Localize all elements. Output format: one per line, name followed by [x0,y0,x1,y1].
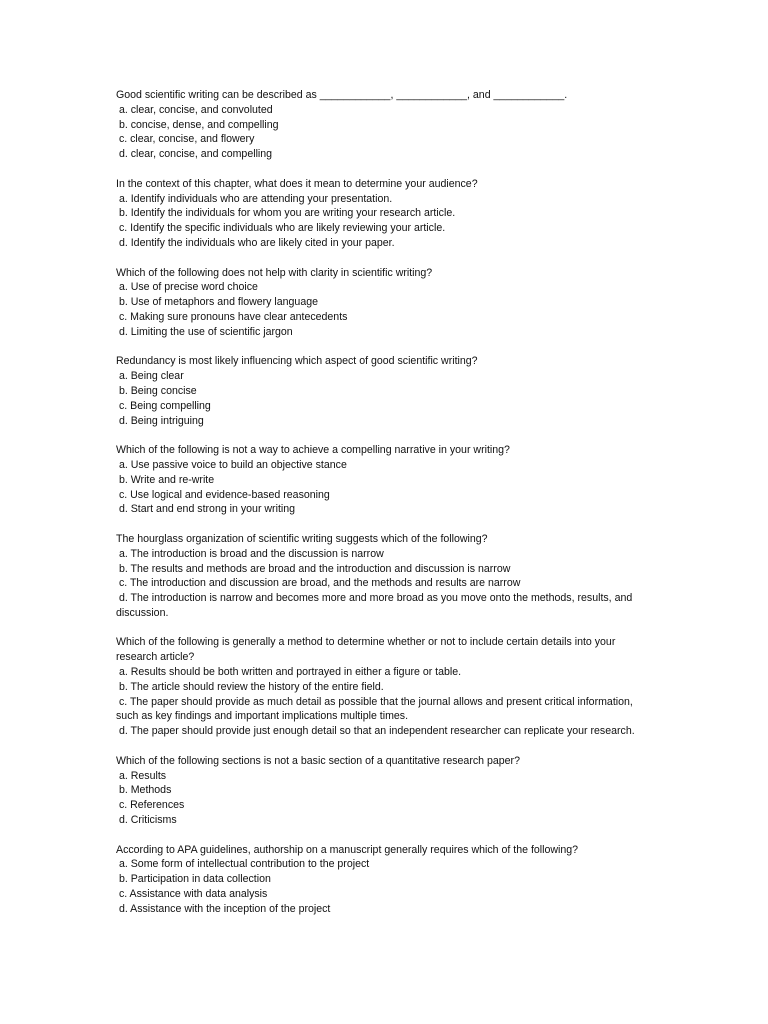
question-8 [116,754,656,828]
answer-option-d: d. clear, concise, and compelling [116,148,273,161]
answer-option-a: a. Some form of intellectual contribution to the project [116,858,370,871]
answer-option-a: a. Results [116,769,167,782]
answer-option-b: b. Use of metaphors and flowery language [116,296,318,309]
answer-option-b: b. Methods [116,784,172,797]
question-1 [116,88,656,162]
answer-option-a: a. Results should be both written and portrayed in either a figure or table. [116,666,462,679]
answer-option-b: b. The results and methods are broad and the introduction and discussion is narrow [116,562,511,575]
answer-option-b: b. The article should review the history of the entire field. [116,680,384,693]
answer-option-b: b. Participation in data collection [116,873,271,886]
question-stem: According to APA guidelines, authorship on a manuscript generally requires which of the following? [116,843,579,856]
answer-option-c: c. References [116,799,185,812]
answer-option-d: d. Criticisms [116,814,177,827]
question-stem: The hourglass organization of scientific writing suggests which of the following? [116,532,488,545]
answer-option-d: d. Limiting the use of scientific jargon [116,325,293,338]
answer-option-d: d. Assistance with the inception of the project [116,902,331,915]
answer-option-c: c. The paper should provide as much detail as possible that the journal allows and present critical information, such as key findings and important implications multiple times. [116,695,636,723]
answer-option-d: d. The paper should provide just enough detail so that an independent researcher can replicate your research. [116,725,635,738]
question-stem: Good scientific writing can be described as ____________, ____________, and ____________. [116,89,568,101]
question-6 [116,532,656,621]
question-stem: Which of the following sections is not a basic section of a quantitative research paper? [116,754,520,767]
question-stem: Which of the following does not help with clarity in scientific writing? [116,266,433,279]
question-4 [116,354,656,428]
question-stem: In the context of this chapter, what does it mean to determine your audience? [116,177,478,190]
answer-option-c: c. Assistance with data analysis [116,888,268,901]
answer-option-b: b. Identify the individuals for whom you are writing your research article. [116,207,456,220]
answer-option-d: d. The introduction is narrow and becomes more and more broad as you move onto the methods, results, and discussion. [116,592,636,619]
question-2 [116,177,656,251]
answer-option-b: b. concise, dense, and compelling [116,118,279,131]
answer-option-a: a. Use passive voice to build an objective stance [116,458,347,471]
answer-option-c: c. Use logical and evidence-based reasoning [116,488,330,501]
question-stem: Which of the following is not a way to achieve a compelling narrative in your writing? [116,444,510,457]
answer-option-a: a. Identify individuals who are attending your presentation. [116,192,393,205]
answer-option-a: a. Use of precise word choice [116,281,258,294]
answer-option-b: b. Being concise [116,384,197,397]
answer-option-a: a. The introduction is broad and the discussion is narrow [116,547,384,560]
answer-option-c: c. clear, concise, and flowery [116,133,255,146]
answer-option-c: c. Identify the specific individuals who are likely reviewing your article. [116,222,446,235]
question-stem: Redundancy is most likely influencing which aspect of good scientific writing? [116,355,478,368]
quiz-page [116,88,656,931]
answer-option-d: d. Identify the individuals who are likely cited in your paper. [116,236,395,249]
question-5 [116,443,656,517]
answer-option-a: a. clear, concise, and convoluted [116,103,273,116]
question-7 [116,635,656,739]
answer-option-c: c. Making sure pronouns have clear antecedents [116,310,348,323]
answer-option-b: b. Write and re-write [116,473,215,486]
answer-option-c: c. Being compelling [116,399,211,412]
question-3 [116,266,656,340]
answer-option-a: a. Being clear [116,370,184,383]
question-9 [116,843,656,917]
answer-option-d: d. Start and end strong in your writing [116,503,296,516]
answer-option-d: d. Being intriguing [116,414,204,427]
answer-option-c: c. The introduction and discussion are broad, and the methods and results are narrow [116,577,521,590]
question-stem: Which of the following is generally a method to determine whether or not to include certain details into your research article? [116,636,619,664]
